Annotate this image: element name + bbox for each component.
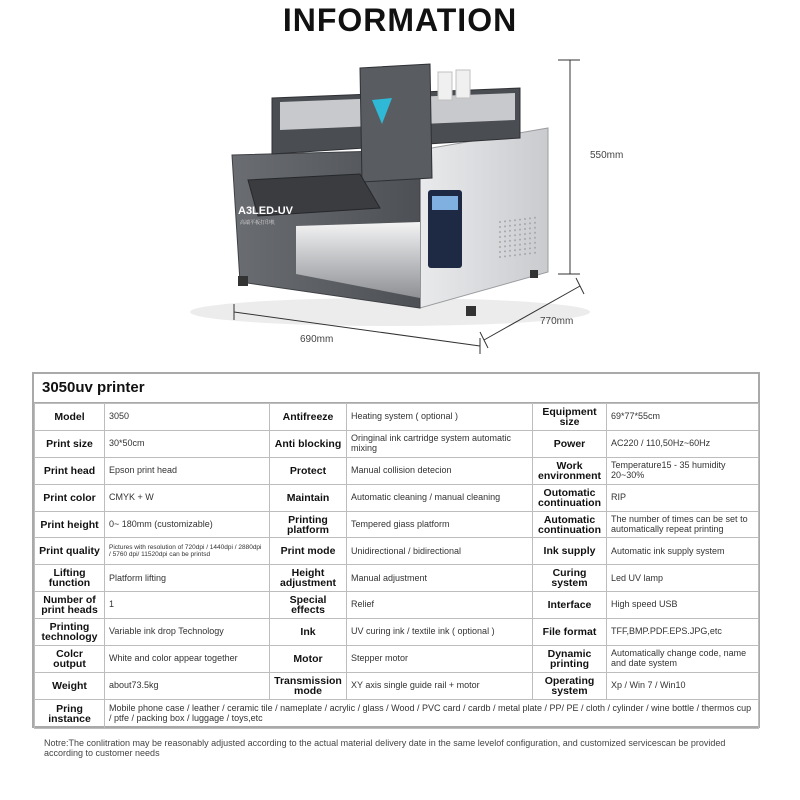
vent-hole xyxy=(504,220,506,222)
spec-value: Platform lifting xyxy=(105,565,270,592)
spec-label: Printing technology xyxy=(35,619,105,646)
vent-hole xyxy=(534,232,536,234)
spec-label: Special effects xyxy=(270,592,347,619)
printer-brand-text: A3LED-UV xyxy=(238,205,294,217)
vent-hole xyxy=(519,234,521,236)
vent-hole xyxy=(509,230,511,232)
spec-value: about73.5kg xyxy=(105,672,270,699)
table-row xyxy=(35,699,759,728)
table-row xyxy=(35,457,759,484)
vent-hole xyxy=(514,229,516,231)
spec-value: 69*77*55cm xyxy=(607,404,759,431)
spec-label: Automatic continuation xyxy=(533,511,607,538)
vent-hole xyxy=(514,224,516,226)
spec-label: Transmission mode xyxy=(270,672,347,699)
vent-hole xyxy=(504,245,506,247)
vent-hole xyxy=(514,254,516,256)
vent-hole xyxy=(499,221,501,223)
vent-hole xyxy=(504,250,506,252)
vent-hole xyxy=(524,253,526,255)
vent-hole xyxy=(534,252,536,254)
spec-value: Automatic cleaning / manual cleaning xyxy=(347,484,533,511)
table-row xyxy=(35,430,759,457)
spec-value: Mobile phone case / leather / ceramic tile / nameplate / acrylic / glass / Wood / PVC card / cardb / metal plate / PP/ PE / cloth / cylinder / wine bottle / thermos cup / ptfe / packing box / luggage / toys,etc xyxy=(105,699,759,728)
vent-hole xyxy=(524,233,526,235)
spec-value: AC220 / 110,50Hz~60Hz xyxy=(607,430,759,457)
vent-hole xyxy=(529,252,531,254)
printer-foot xyxy=(466,306,476,316)
spec-label: Maintain xyxy=(270,484,347,511)
spec-value: Automatically change code, name and date system xyxy=(607,646,759,673)
vent-hole xyxy=(509,220,511,222)
vent-hole xyxy=(529,237,531,239)
spec-label: Print mode xyxy=(270,538,347,565)
spec-label: Motor xyxy=(270,646,347,673)
spec-value: UV curing ink / textile ink ( optional ) xyxy=(347,619,533,646)
spec-label: Operating system xyxy=(533,672,607,699)
vent-hole xyxy=(514,244,516,246)
spec-value: Manual collision detecion xyxy=(347,457,533,484)
vent-hole xyxy=(514,249,516,251)
vent-hole xyxy=(514,239,516,241)
vent-hole xyxy=(519,224,521,226)
spec-title: 3050uv printer xyxy=(34,374,758,403)
spec-value: Xp / Win 7 / Win10 xyxy=(607,672,759,699)
spec-label: Print size xyxy=(35,430,105,457)
vent-hole xyxy=(519,239,521,241)
spec-label: Pring instance xyxy=(35,699,105,728)
spec-value: The number of times can be set to automatically repeat printing xyxy=(607,511,759,538)
vent-hole xyxy=(529,242,531,244)
spec-label: File format xyxy=(533,619,607,646)
spec-value: Led UV lamp xyxy=(607,565,759,592)
spec-label: Print height xyxy=(35,511,105,538)
vent-hole xyxy=(524,223,526,225)
vent-hole xyxy=(524,243,526,245)
depth-label: 770mm xyxy=(540,316,574,327)
spec-value: 3050 xyxy=(105,404,270,431)
page-title: INFORMATION xyxy=(282,2,518,38)
printer-subtitle-text: 高端平板打印机 xyxy=(240,220,276,226)
control-screen xyxy=(432,196,458,210)
spec-label: Ink supply xyxy=(533,538,607,565)
width-label: 690mm xyxy=(300,334,334,345)
vent-hole xyxy=(519,244,521,246)
vent-hole xyxy=(534,247,536,249)
table-row xyxy=(35,538,759,565)
vent-hole xyxy=(534,222,536,224)
spec-label: Power xyxy=(533,430,607,457)
spec-label: Equipment size xyxy=(533,404,607,431)
vent-hole xyxy=(509,225,511,227)
vent-hole xyxy=(529,232,531,234)
table-row xyxy=(35,511,759,538)
vent-hole xyxy=(519,229,521,231)
printer-foot xyxy=(530,270,538,278)
spec-label: Print color xyxy=(35,484,105,511)
ink-bottle xyxy=(456,70,470,98)
vent-hole xyxy=(529,222,531,224)
spec-label: Protect xyxy=(270,457,347,484)
vent-hole xyxy=(499,251,501,253)
spec-value: Temperature15 - 35 humidity 20~30% xyxy=(607,457,759,484)
spec-label: Curing system xyxy=(533,565,607,592)
vent-hole xyxy=(529,227,531,229)
spec-label: Print head xyxy=(35,457,105,484)
table-row xyxy=(35,672,759,699)
vent-hole xyxy=(509,240,511,242)
footnote: Notre:The conlitration may be reasonably adjusted according to the actual material delivery date in the same levelof configuration, and customized servicescan be provided according to customer needs xyxy=(44,738,726,758)
table-row xyxy=(35,619,759,646)
spec-label: Antifreeze xyxy=(270,404,347,431)
spec-table-container xyxy=(32,372,760,728)
vent-hole xyxy=(524,218,526,220)
spec-value: XY axis single guide rail + motor xyxy=(347,672,533,699)
height-dimension xyxy=(558,60,580,274)
spec-value: Variable ink drop Technology xyxy=(105,619,270,646)
vent-hole xyxy=(504,230,506,232)
table-row xyxy=(35,646,759,673)
vent-hole xyxy=(519,254,521,256)
spec-label: Colcr output xyxy=(35,646,105,673)
spec-label: Ink xyxy=(270,619,347,646)
spec-value: High speed USB xyxy=(607,592,759,619)
spec-value: Relief xyxy=(347,592,533,619)
spec-label: Work environment xyxy=(533,457,607,484)
vent-hole xyxy=(514,234,516,236)
vent-hole xyxy=(524,238,526,240)
vent-hole xyxy=(534,237,536,239)
spec-label: Interface xyxy=(533,592,607,619)
vent-hole xyxy=(499,246,501,248)
vent-hole xyxy=(504,255,506,257)
vent-hole xyxy=(499,256,501,258)
spec-value: Tempered giass platform xyxy=(347,511,533,538)
height-label: 550mm xyxy=(590,150,624,161)
vent-hole xyxy=(499,231,501,233)
spec-value: Stepper motor xyxy=(347,646,533,673)
table-row xyxy=(35,404,759,431)
spec-label: Outomatic continuation xyxy=(533,484,607,511)
vent-hole xyxy=(504,225,506,227)
spec-label: Height adjustment xyxy=(270,565,347,592)
vent-hole xyxy=(529,217,531,219)
spec-label: Print quality xyxy=(35,538,105,565)
spec-value: Unidirectional / bidirectional xyxy=(347,538,533,565)
spec-label: Lifting function xyxy=(35,565,105,592)
spec-value: Pictures with resolution of 720dpi / 1440dpi / 2880dpi / 5760 dpi/ 11520dpi can be printsd xyxy=(105,538,270,565)
spec-value: 30*50cm xyxy=(105,430,270,457)
spec-label: Printing platform xyxy=(270,511,347,538)
spec-label: Weight xyxy=(35,672,105,699)
spec-value: Heating system ( optional ) xyxy=(347,404,533,431)
printer-illustration xyxy=(0,50,800,368)
spec-table xyxy=(34,403,759,729)
vent-hole xyxy=(534,217,536,219)
spec-label: Number of print heads xyxy=(35,592,105,619)
spec-label: Model xyxy=(35,404,105,431)
spec-value: CMYK + W xyxy=(105,484,270,511)
vent-hole xyxy=(509,245,511,247)
spec-value: Epson print head xyxy=(105,457,270,484)
spec-value: 1 xyxy=(105,592,270,619)
table-row xyxy=(35,484,759,511)
spec-value: 0~ 180mm (customizable) xyxy=(105,511,270,538)
printer-figure xyxy=(0,50,800,368)
spec-value: Oringinal ink cartridge system automatic mixing xyxy=(347,430,533,457)
vent-hole xyxy=(499,226,501,228)
vent-hole xyxy=(509,250,511,252)
table-row xyxy=(35,565,759,592)
spec-value: RIP xyxy=(607,484,759,511)
spec-value: Manual adjustment xyxy=(347,565,533,592)
spec-value: White and color appear together xyxy=(105,646,270,673)
spec-label: Anti blocking xyxy=(270,430,347,457)
vent-hole xyxy=(499,241,501,243)
spec-value: Automatic ink supply system xyxy=(607,538,759,565)
vent-hole xyxy=(504,240,506,242)
vent-hole xyxy=(519,249,521,251)
vent-hole xyxy=(514,219,516,221)
vent-hole xyxy=(499,236,501,238)
ink-bottle xyxy=(438,72,452,100)
vent-hole xyxy=(519,219,521,221)
spec-label: Dynamic printing xyxy=(533,646,607,673)
vent-hole xyxy=(509,255,511,257)
vent-hole xyxy=(534,227,536,229)
print-carriage xyxy=(360,64,432,182)
spec-value: TFF,BMP.PDF.EPS.JPG,etc xyxy=(607,619,759,646)
printer-foot xyxy=(238,276,248,286)
vent-hole xyxy=(534,242,536,244)
vent-hole xyxy=(529,247,531,249)
vent-hole xyxy=(509,235,511,237)
vent-hole xyxy=(524,248,526,250)
table-row xyxy=(35,592,759,619)
vent-hole xyxy=(524,228,526,230)
vent-hole xyxy=(504,235,506,237)
